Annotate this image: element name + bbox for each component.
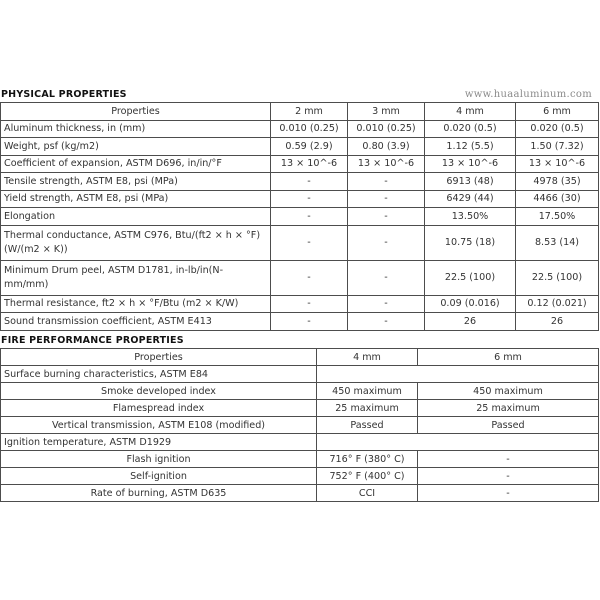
property-label: Yield strength, ASTM E8, psi (MPa) [1, 190, 271, 208]
value-cell: 22.5 (100) [516, 260, 599, 295]
header-cell: 3 mm [348, 103, 425, 121]
property-label: Ignition temperature, ASTM D1929 [1, 434, 317, 451]
value-cell [317, 434, 599, 451]
property-label: Flash ignition [1, 451, 317, 468]
value-cell: 0.010 (0.25) [348, 120, 425, 138]
value-cell: - [271, 313, 348, 331]
value-cell: 450 maximum [418, 383, 599, 400]
value-cell: 13 × 10^-6 [348, 155, 425, 173]
value-cell: 0.020 (0.5) [516, 120, 599, 138]
table-header-row [1, 103, 599, 121]
header-cell: 2 mm [271, 103, 348, 121]
property-label: Thermal conductance, ASTM C976, Btu/(ft2 × h × °F) (W/(m2 × K)) [1, 225, 271, 260]
table-row [1, 208, 599, 226]
property-label: Weight, psf (kg/m2) [1, 138, 271, 156]
table-row [1, 155, 599, 173]
table-row [1, 468, 599, 485]
header-cell: 6 mm [418, 349, 599, 366]
table-row [1, 383, 599, 400]
value-cell: - [271, 225, 348, 260]
property-label: Sound transmission coefficient, ASTM E413 [1, 313, 271, 331]
value-cell [317, 366, 599, 383]
table-row [1, 434, 599, 451]
value-cell: 752° F (400° C) [317, 468, 418, 485]
value-cell: 0.59 (2.9) [271, 138, 348, 156]
value-cell: 0.010 (0.25) [271, 120, 348, 138]
value-cell: 17.50% [516, 208, 599, 226]
value-cell: 13 × 10^-6 [271, 155, 348, 173]
value-cell: - [348, 295, 425, 313]
table-row [1, 190, 599, 208]
property-label: Elongation [1, 208, 271, 226]
property-label: Thermal resistance, ft2 × h × °F/Btu (m2 × K/W) [1, 295, 271, 313]
property-label: Tensile strength, ASTM E8, psi (MPa) [1, 173, 271, 191]
value-cell: 4978 (35) [516, 173, 599, 191]
value-cell: 450 maximum [317, 383, 418, 400]
table-header-row [1, 349, 599, 366]
value-cell: 25 maximum [418, 400, 599, 417]
value-cell: 1.12 (5.5) [425, 138, 516, 156]
header-cell: Properties [1, 103, 271, 121]
table-row [1, 260, 599, 295]
physical-properties-title: PHYSICAL PROPERTIES [1, 89, 127, 100]
table-row [1, 451, 599, 468]
value-cell: 0.80 (3.9) [348, 138, 425, 156]
value-cell: - [271, 190, 348, 208]
header-cell: 4 mm [425, 103, 516, 121]
property-label: Aluminum thickness, in (mm) [1, 120, 271, 138]
table-row [1, 417, 599, 434]
watermark-text: www.huaaluminum.com [464, 89, 592, 100]
value-cell: 22.5 (100) [425, 260, 516, 295]
value-cell: 0.12 (0.021) [516, 295, 599, 313]
table-row [1, 120, 599, 138]
value-cell: - [418, 485, 599, 502]
property-label: Vertical transmission, ASTM E108 (modified) [1, 417, 317, 434]
property-label: Coefficient of expansion, ASTM D696, in/in/°F [1, 155, 271, 173]
value-cell: CCI [317, 485, 418, 502]
table-row [1, 400, 599, 417]
value-cell: 4466 (30) [516, 190, 599, 208]
value-cell: 13.50% [425, 208, 516, 226]
value-cell: Passed [317, 417, 418, 434]
fire-performance-title: FIRE PERFORMANCE PROPERTIES [1, 335, 184, 346]
value-cell: 6429 (44) [425, 190, 516, 208]
value-cell: - [348, 313, 425, 331]
table-row [1, 313, 599, 331]
value-cell: 6913 (48) [425, 173, 516, 191]
value-cell: - [348, 225, 425, 260]
value-cell: 0.09 (0.016) [425, 295, 516, 313]
value-cell: 13 × 10^-6 [425, 155, 516, 173]
physical-properties-table [0, 102, 599, 331]
value-cell: - [348, 260, 425, 295]
value-cell: - [271, 295, 348, 313]
value-cell: Passed [418, 417, 599, 434]
header-cell: 6 mm [516, 103, 599, 121]
value-cell: 26 [516, 313, 599, 331]
header-cell: Properties [1, 349, 317, 366]
value-cell: 13 × 10^-6 [516, 155, 599, 173]
fire-performance-table [0, 348, 599, 502]
value-cell: 1.50 (7.32) [516, 138, 599, 156]
header-cell: 4 mm [317, 349, 418, 366]
value-cell: 26 [425, 313, 516, 331]
property-label: Flamespread index [1, 400, 317, 417]
value-cell: - [271, 173, 348, 191]
table-row [1, 173, 599, 191]
table-row [1, 225, 599, 260]
value-cell: - [271, 260, 348, 295]
value-cell: - [348, 208, 425, 226]
value-cell: - [418, 468, 599, 485]
property-label: Rate of burning, ASTM D635 [1, 485, 317, 502]
value-cell: 716° F (380° C) [317, 451, 418, 468]
value-cell: 10.75 (18) [425, 225, 516, 260]
table-row [1, 485, 599, 502]
value-cell: - [348, 173, 425, 191]
table-row [1, 295, 599, 313]
value-cell: - [418, 451, 599, 468]
value-cell: 25 maximum [317, 400, 418, 417]
value-cell: - [348, 190, 425, 208]
value-cell: 8.53 (14) [516, 225, 599, 260]
property-label: Minimum Drum peel, ASTM D1781, in-lb/in(N-mm/mm) [1, 260, 271, 295]
table-row [1, 366, 599, 383]
property-label: Self-ignition [1, 468, 317, 485]
table-row [1, 138, 599, 156]
value-cell: 0.020 (0.5) [425, 120, 516, 138]
property-label: Smoke developed index [1, 383, 317, 400]
value-cell: - [271, 208, 348, 226]
property-label: Surface burning characteristics, ASTM E84 [1, 366, 317, 383]
